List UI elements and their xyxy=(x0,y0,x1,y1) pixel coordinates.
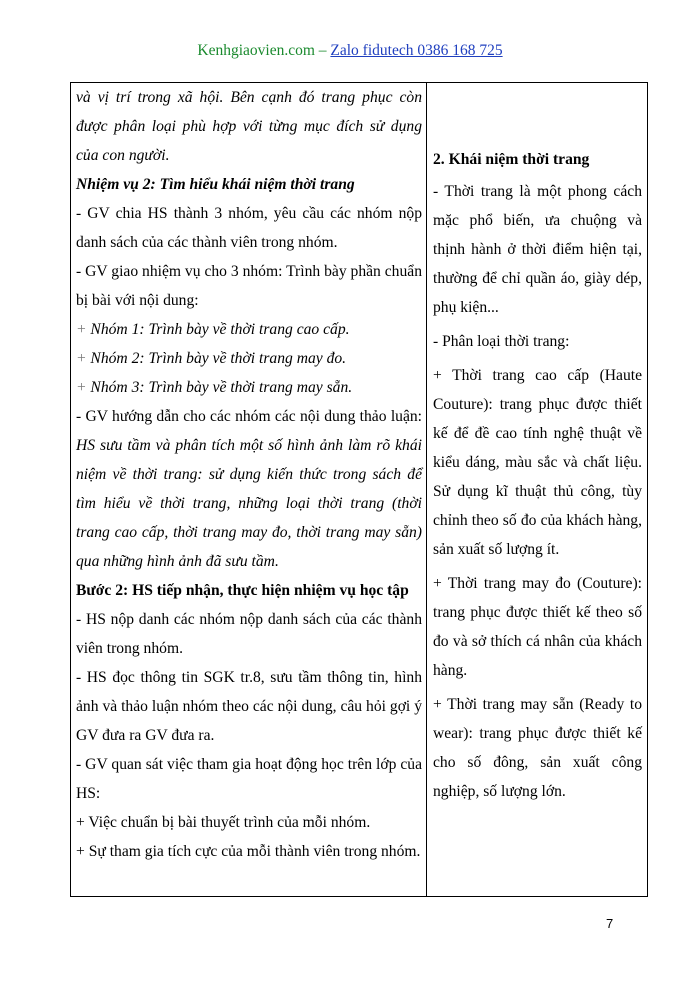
section-title: 2. Khái niệm thời trang xyxy=(433,151,590,168)
paragraph: - HS nộp danh các nhóm nộp danh sách của các thành viên trong nhóm. xyxy=(76,611,422,657)
lesson-table xyxy=(70,82,648,897)
plus-mark: + xyxy=(76,379,91,396)
paragraph: - Phân loại thời trang: xyxy=(433,333,570,350)
right-column xyxy=(433,145,642,811)
left-column xyxy=(76,83,422,866)
group-text: Nhóm 1: Trình bày về thời trang cao cấp. xyxy=(90,321,350,338)
page-number: 7 xyxy=(606,916,614,931)
plus-mark: + xyxy=(76,350,91,367)
group-text: Nhóm 3: Trình bày về thời trang may sẵn. xyxy=(90,379,353,396)
paragraph: - HS đọc thông tin SGK tr.8, sưu tầm thông tin, hình ảnh và thảo luận nhóm theo các nội dung, câu hỏi gợi ý GV đưa ra GV đưa ra. xyxy=(76,669,422,744)
page-header xyxy=(0,42,700,60)
group-text: Nhóm 2: Trình bày về thời trang may đo. xyxy=(90,350,347,367)
paragraph: + Thời trang may đo (Couture): trang phục được thiết kế theo số đo và sở thích cá nhân của khách hàng. xyxy=(433,575,642,679)
paragraph: + Thời trang may sẵn (Ready to wear): trang phục được thiết kế cho số đông, sản xuất công nghiệp, số lượng lớn. xyxy=(433,696,642,800)
paragraph: + Sự tham gia tích cực của mỗi thành viên trong nhóm. xyxy=(76,843,421,860)
paragraph xyxy=(76,402,422,576)
group-item-1 xyxy=(76,315,422,344)
paragraph: - GV quan sát việc tham gia hoạt động học trên lớp của HS: xyxy=(76,756,422,802)
intro-text: và vị trí trong xã hội. Bên cạnh đó trang phục còn được phân loại phù hợp với từng mục đích sử dụng của con người. xyxy=(76,89,422,164)
paragraph: + Thời trang cao cấp (Haute Couture): trang phục được thiết kế để đề cao tính nghệ thuật về kiểu dáng, màu sắc và chất liệu. Sử dụng kĩ thuật thủ công, tùy chỉnh theo số đo của khách hàng, sản xuất số lượng ít. xyxy=(433,367,642,558)
column-divider xyxy=(426,83,427,896)
step2-heading: Bước 2: HS tiếp nhận, thực hiện nhiệm vụ học tập xyxy=(76,582,409,599)
paragraph: - GV giao nhiệm vụ cho 3 nhóm: Trình bày phần chuẩn bị bài với nội dung: xyxy=(76,263,422,309)
paragraph: - GV chia HS thành 3 nhóm, yêu cầu các nhóm nộp danh sách của các thành viên trong nhóm. xyxy=(76,205,422,251)
paragraph-italic: HS sưu tầm và phân tích một số hình ảnh làm rõ khái niệm về thời trang: sử dụng kiến thức trong sách để tìm hiểu về thời trang, những loại thời trang (thời trang cao cấp, thời trang may đo, thời trang may sẵn) qua những hình ảnh đã sưu tầm. xyxy=(76,437,422,570)
task2-heading: Nhiệm vụ 2: Tìm hiểu khái niệm thời trang xyxy=(76,176,355,193)
header-separator: – xyxy=(318,42,327,59)
plus-mark: + xyxy=(76,321,91,338)
group-item-3 xyxy=(76,373,422,402)
paragraph: + Việc chuẩn bị bài thuyết trình của mỗi nhóm. xyxy=(76,814,371,831)
group-item-2 xyxy=(76,344,422,373)
header-contact-link[interactable]: Zalo fidutech 0386 168 725 xyxy=(330,42,503,59)
paragraph: - Thời trang là một phong cách mặc phổ biến, ưa chuộng và thịnh hành ở thời điểm hiện tại, thường để chỉ quần áo, giày dép, phụ kiện... xyxy=(433,183,642,316)
header-site: Kenhgiaovien.com xyxy=(197,42,315,59)
paragraph-start: - GV hướng dẫn cho các nhóm các nội dung thảo luận: xyxy=(76,408,422,425)
